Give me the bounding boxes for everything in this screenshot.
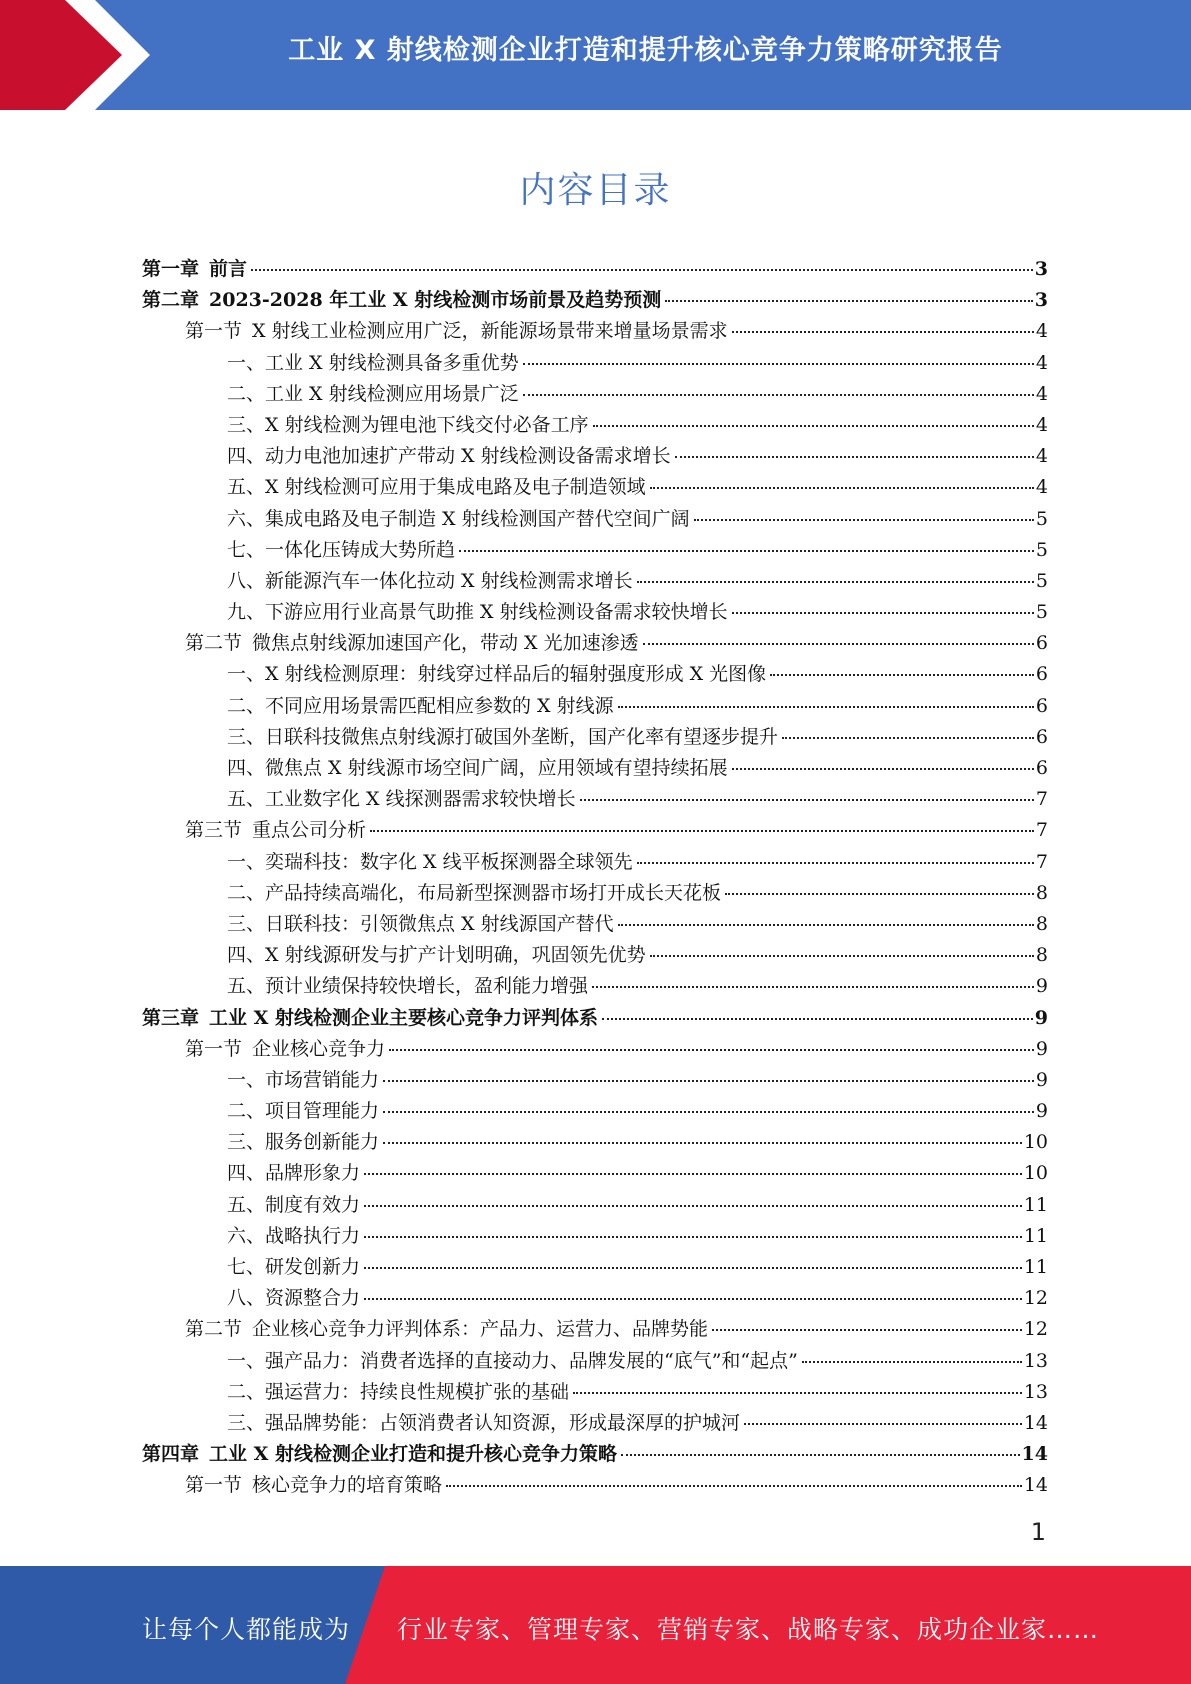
toc-entry-title: 一、奕瑞科技：数字化 X 线平板探测器全球领先 [227, 850, 633, 873]
toc-entry-page: 8 [1035, 944, 1048, 967]
toc-entry-title: 四、动力电池加速扩产带动 X 射线检测设备需求增长 [227, 445, 671, 468]
toc-entry-title: 五、制度有效力 [227, 1193, 361, 1216]
toc-entry[interactable] [142, 535, 1048, 566]
toc-entry-title: 五、X 射线检测可应用于集成电路及电子制造领域 [227, 476, 646, 499]
toc-entry[interactable] [142, 659, 1048, 690]
toc-entry-page: 4 [1035, 320, 1048, 343]
toc-entry[interactable] [142, 971, 1048, 1002]
toc-entry[interactable] [142, 815, 1048, 846]
toc-entry[interactable] [142, 1096, 1048, 1127]
toc-dot-leader [251, 269, 1033, 271]
toc-entry-page: 12 [1023, 1318, 1048, 1341]
toc-entry-page: 6 [1035, 757, 1048, 779]
toc-entry-number: 第三节 [185, 819, 243, 842]
toc-entry-title: 工业 X 射线检测企业打造和提升核心竞争力策略 [209, 1443, 617, 1466]
toc-entry[interactable] [142, 1252, 1048, 1283]
toc-dot-leader [643, 643, 1034, 645]
toc-dot-leader [744, 1423, 1022, 1425]
toc-entry-number: 第二节 [185, 1318, 243, 1341]
toc-entry-page: 7 [1035, 850, 1048, 873]
report-header [0, 0, 1191, 110]
toc-entry-page: 9 [1035, 1037, 1048, 1060]
footer-slogan-right: 行业专家、管理专家、营销专家、战略专家、成功企业家…… [397, 1615, 1100, 1644]
toc-entry-title: 2023-2028 年工业 X 射线检测市场前景及趋势预测 [209, 289, 662, 312]
toc-dot-leader [637, 581, 1034, 583]
toc-dot-leader [650, 955, 1034, 957]
toc-entry[interactable] [142, 691, 1048, 722]
toc-entry-title: 四、微焦点 X 射线源市场空间广阔，应用领域有望持续拓展 [227, 757, 728, 779]
toc-entry-page: 3 [1034, 258, 1048, 280]
toc-heading: 内容目录 [519, 170, 672, 211]
toc-dot-leader [370, 830, 1034, 832]
toc-entry[interactable] [142, 940, 1048, 971]
toc-dot-leader [364, 1298, 1022, 1300]
toc-entry-page: 6 [1035, 725, 1048, 748]
toc-entry-title: 前言 [209, 258, 248, 280]
toc-entry-title: 六、战略执行力 [227, 1224, 361, 1247]
toc-dot-leader [621, 1454, 1020, 1456]
toc-entry-page: 6 [1035, 694, 1048, 717]
toc-entry[interactable] [142, 1221, 1048, 1252]
toc-entry-title: 五、预计业绩保持较快增长，盈利能力增强 [227, 975, 589, 998]
toc-dot-leader [364, 1236, 1022, 1238]
toc-entry[interactable] [142, 909, 1048, 940]
toc-entry-title: 一、市场营销能力 [227, 1068, 380, 1091]
toc-entry[interactable] [142, 1034, 1048, 1065]
toc-dot-leader [665, 300, 1033, 302]
toc-entry[interactable] [142, 285, 1048, 316]
toc-entry-page: 7 [1035, 819, 1048, 842]
toc-entry-number: 第一节 [185, 320, 243, 343]
toc-entry-title: 重点公司分析 [252, 819, 367, 842]
toc-entry-title: 三、日联科技：引领微焦点 X 射线源国产替代 [227, 912, 614, 935]
toc-dot-leader [592, 986, 1034, 988]
toc-entry[interactable] [142, 597, 1048, 628]
toc-entry-page: 4 [1035, 382, 1048, 405]
toc-entry[interactable] [142, 1377, 1048, 1408]
toc-entry-title: 八、新能源汽车一体化拉动 X 射线检测需求增长 [227, 569, 633, 592]
toc-dot-leader [383, 1142, 1022, 1144]
toc-entry-title: 二、工业 X 射线检测应用场景广泛 [227, 382, 519, 405]
toc-entry-title: 工业 X 射线检测企业主要核心竞争力评判体系 [209, 1006, 598, 1029]
toc-entry[interactable] [142, 1065, 1048, 1096]
toc-entry[interactable] [142, 784, 1048, 815]
toc-entry[interactable] [142, 472, 1048, 503]
toc-entry-page: 8 [1035, 881, 1048, 904]
toc-entry-page: 9 [1035, 1100, 1048, 1123]
toc-entry-title: 八、资源整合力 [227, 1287, 361, 1310]
toc-entry[interactable] [142, 1283, 1048, 1314]
toc-entry-number: 第四章 [142, 1443, 200, 1466]
toc-entry[interactable] [142, 410, 1048, 441]
toc-entry[interactable] [142, 348, 1048, 379]
toc-entry-page: 4 [1035, 351, 1048, 374]
toc-entry-page: 5 [1035, 569, 1048, 592]
toc-dot-leader [573, 1392, 1022, 1394]
toc-dot-leader [732, 331, 1034, 333]
toc-entry-page: 8 [1035, 912, 1048, 935]
table-of-contents [142, 254, 1048, 1502]
toc-entry-page: 6 [1035, 663, 1048, 686]
toc-entry[interactable] [142, 1158, 1048, 1189]
toc-entry-page: 11 [1023, 1193, 1048, 1216]
toc-entry-title: 三、日联科技微焦点射线源打破国外垄断，国产化率有望逐步提升 [227, 725, 779, 748]
toc-entry[interactable] [142, 504, 1048, 535]
toc-dot-leader [523, 394, 1034, 396]
toc-entry-page: 5 [1035, 507, 1048, 530]
toc-entry-page: 6 [1035, 632, 1048, 655]
report-title: 工业 X 射线检测企业打造和提升核心竞争力策略研究报告 [288, 35, 1003, 66]
toc-entry-title: 一、X 射线检测原理：射线穿过样品后的辐射强度形成 X 光图像 [227, 663, 767, 686]
toc-entry-title: 二、不同应用场景需匹配相应参数的 X 射线源 [227, 694, 614, 717]
toc-entry-title: 四、品牌形象力 [227, 1162, 361, 1185]
toc-dot-leader [523, 363, 1034, 365]
toc-entry[interactable] [142, 847, 1048, 878]
toc-dot-leader [602, 1018, 1033, 1020]
toc-entry-page: 10 [1023, 1162, 1048, 1185]
toc-entry-title: 企业核心竞争力评判体系：产品力、运营力、品牌势能 [252, 1318, 709, 1341]
toc-dot-leader [732, 768, 1034, 770]
toc-entry[interactable] [142, 1439, 1048, 1470]
toc-entry[interactable] [142, 316, 1048, 347]
toc-dot-leader [802, 1361, 1022, 1363]
toc-entry-number: 第一节 [185, 1474, 243, 1497]
toc-entry-page: 14 [1021, 1443, 1048, 1466]
toc-entry-page: 7 [1035, 788, 1048, 811]
toc-dot-leader [389, 1049, 1034, 1051]
toc-entry-page: 11 [1023, 1224, 1048, 1247]
toc-entry[interactable] [142, 1314, 1048, 1345]
toc-entry-page: 14 [1023, 1474, 1048, 1497]
toc-dot-leader [725, 893, 1034, 895]
page-number: 1 [1030, 1518, 1046, 1546]
toc-entry-number: 第三章 [142, 1006, 200, 1029]
toc-dot-leader [618, 924, 1034, 926]
toc-entry-title: 三、服务创新能力 [227, 1131, 380, 1154]
toc-entry-page: 4 [1035, 445, 1048, 468]
toc-entry-page: 13 [1023, 1380, 1048, 1403]
toc-dot-leader [364, 1267, 1022, 1269]
toc-dot-leader [593, 425, 1034, 427]
toc-entry[interactable] [142, 722, 1048, 753]
toc-dot-leader [383, 1111, 1034, 1113]
toc-entry-page: 4 [1035, 413, 1048, 436]
toc-dot-leader [712, 1329, 1022, 1331]
toc-entry-page: 11 [1023, 1256, 1048, 1278]
toc-entry[interactable] [142, 1408, 1048, 1439]
toc-entry-page: 13 [1023, 1349, 1048, 1372]
toc-entry[interactable] [142, 1346, 1048, 1377]
toc-dot-leader [364, 1173, 1022, 1175]
toc-entry-number: 第二节 [185, 632, 243, 655]
toc-entry-page: 3 [1034, 289, 1048, 312]
toc-entry[interactable] [142, 753, 1048, 784]
toc-entry[interactable] [142, 1127, 1048, 1158]
toc-entry-title: 企业核心竞争力 [252, 1037, 386, 1060]
toc-entry[interactable] [142, 441, 1048, 472]
footer-slogan-left: 让每个人都能成为 [142, 1615, 351, 1644]
toc-entry-title: 九、下游应用行业高景气助推 X 射线检测设备需求较快增长 [227, 601, 728, 624]
arrow-decoration-icon [0, 0, 160, 110]
toc-entry-title: 二、强运营力：持续良性规模扩张的基础 [227, 1380, 570, 1403]
toc-entry-page: 12 [1023, 1287, 1048, 1310]
toc-entry-number: 第二章 [142, 289, 200, 312]
toc-entry-title: 七、研发创新力 [227, 1256, 361, 1278]
toc-dot-leader [732, 612, 1034, 614]
toc-entry-number: 第一章 [142, 258, 200, 280]
toc-entry[interactable] [142, 1190, 1048, 1221]
toc-entry-title: 七、一体化压铸成大势所趋 [227, 538, 456, 561]
toc-dot-leader [694, 519, 1034, 521]
toc-entry[interactable] [142, 628, 1048, 659]
toc-entry-title: 核心竞争力的培育策略 [252, 1474, 443, 1497]
toc-dot-leader [364, 1205, 1022, 1207]
toc-dot-leader [459, 550, 1034, 552]
toc-entry-page: 5 [1035, 538, 1048, 561]
toc-entry-title: 二、项目管理能力 [227, 1100, 380, 1123]
toc-dot-leader [675, 456, 1034, 458]
toc-entry-number: 第一节 [185, 1037, 243, 1060]
toc-entry-page: 4 [1035, 476, 1048, 499]
toc-entry[interactable] [142, 566, 1048, 597]
toc-dot-leader [580, 799, 1034, 801]
toc-dot-leader [618, 706, 1034, 708]
toc-dot-leader [383, 1080, 1034, 1082]
toc-dot-leader [637, 862, 1034, 864]
toc-entry-title: 三、X 射线检测为锂电池下线交付必备工序 [227, 413, 589, 436]
toc-entry-title: X 射线工业检测应用广泛，新能源场景带来增量场景需求 [252, 320, 728, 343]
toc-entry-title: 四、X 射线源研发与扩产计划明确，巩固领先优势 [227, 944, 646, 967]
toc-entry-title: 微焦点射线源加速国产化，带动 X 光加速渗透 [252, 632, 639, 655]
toc-entry-page: 9 [1035, 1068, 1048, 1091]
toc-entry-title: 二、产品持续高端化，布局新型探测器市场打开成长天花板 [227, 881, 722, 904]
toc-dot-leader [650, 487, 1034, 489]
toc-entry-page: 10 [1023, 1131, 1048, 1154]
toc-dot-leader [782, 737, 1034, 739]
toc-entry[interactable] [142, 379, 1048, 410]
toc-dot-leader [770, 674, 1034, 676]
toc-entry[interactable] [142, 254, 1048, 285]
toc-entry-title: 三、强品牌势能：占领消费者认知资源，形成最深厚的护城河 [227, 1411, 741, 1434]
toc-entry-page: 5 [1035, 601, 1048, 624]
toc-entry-page: 9 [1034, 1006, 1048, 1029]
toc-entry-title: 一、强产品力：消费者选择的直接动力、品牌发展的“底气”和“起点” [227, 1349, 798, 1372]
footer-banner [0, 1566, 1191, 1684]
toc-entry[interactable] [142, 1470, 1048, 1501]
toc-dot-leader [446, 1485, 1022, 1487]
toc-entry-page: 14 [1023, 1411, 1048, 1434]
toc-entry[interactable] [142, 1003, 1048, 1034]
toc-entry-title: 一、工业 X 射线检测具备多重优势 [227, 351, 519, 374]
toc-entry-title: 六、集成电路及电子制造 X 射线检测国产替代空间广阔 [227, 507, 690, 530]
toc-entry-title: 五、工业数字化 X 线探测器需求较快增长 [227, 788, 576, 811]
toc-entry-page: 9 [1035, 975, 1048, 998]
toc-entry[interactable] [142, 878, 1048, 909]
